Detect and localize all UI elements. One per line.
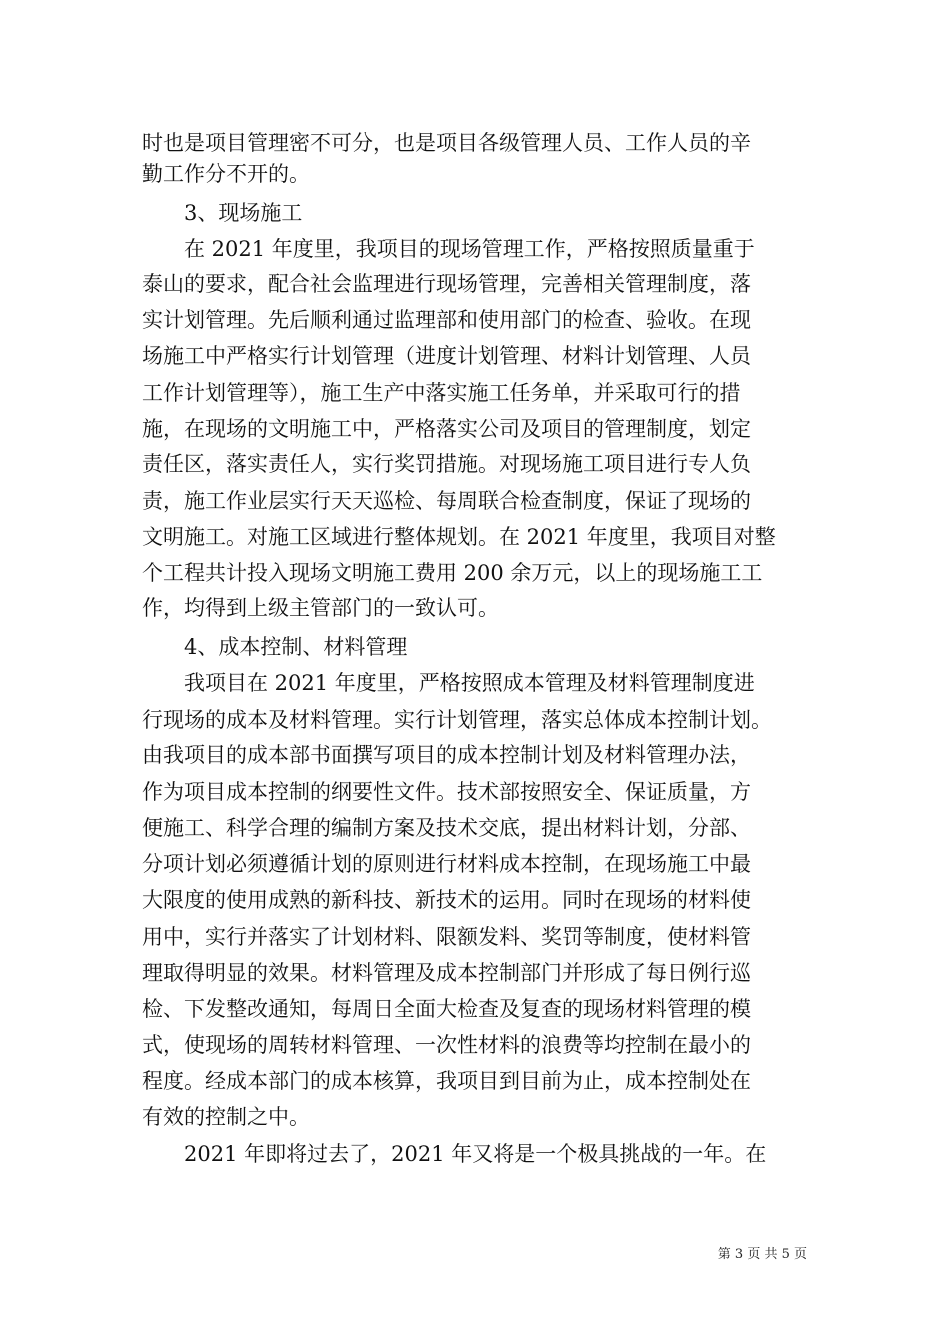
text-line-2: 勤工作分不开的。 [142, 162, 310, 186]
text-line-27: 程度。经成本部门的成本核算，我项目到目前为止，成本控制处在 [142, 1069, 751, 1093]
text-line-17: 行现场的成本及材料管理。实行计划管理，落实总体成本控制计划。 [142, 708, 772, 732]
text-line-28: 有效的控制之中。 [142, 1105, 310, 1129]
text-line-6: 实计划管理。先后顺利通过监理部和使用部门的检查、验收。在现 [142, 308, 751, 332]
text-line-21: 分项计划必须遵循计划的原则进行材料成本控制，在现场施工中最 [142, 852, 751, 876]
text-line-9: 施，在现场的文明施工中，严格落实公司及项目的管理制度，划定 [142, 417, 751, 441]
text-line-5: 泰山的要求，配合社会监理进行现场管理，完善相关管理制度，落 [142, 272, 751, 296]
section-heading-3: 3、现场施工 [184, 201, 303, 225]
text-line-19: 作为项目成本控制的纲要性文件。技术部按照安全、保证质量，方 [142, 780, 751, 804]
text-line-11: 责，施工作业层实行天天巡检、每周联合检查制度，保证了现场的 [142, 489, 751, 513]
text-line-14: 作，均得到上级主管部门的一致认可。 [142, 596, 499, 620]
page-number-footer: 第 3 页 共 5 页 [717, 1247, 807, 1262]
text-line-12: 文明施工。对施工区域进行整体规划。在 2021 年度里，我项目对整 [142, 525, 776, 549]
text-line-7: 场施工中严格实行计划管理（进度计划管理、材料计划管理、人员 [142, 344, 751, 368]
text-line-1: 时也是项目管理密不可分，也是项目各级管理人员、工作人员的辛 [142, 131, 751, 155]
text-line-4: 在 2021 年度里，我项目的现场管理工作，严格按照质量重于 [184, 237, 755, 261]
text-line-16: 我项目在 2021 年度里，严格按照成本管理及材料管理制度进 [184, 671, 755, 695]
text-line-20: 便施工、科学合理的编制方案及技术交底，提出材料计划，分部、 [142, 816, 751, 840]
text-line-22: 大限度的使用成熟的新科技、新技术的运用。同时在现场的材料使 [142, 888, 751, 912]
text-line-8: 工作计划管理等），施工生产中落实施工任务单，并采取可行的措 [142, 381, 741, 405]
section-heading-4: 4、成本控制、材料管理 [184, 635, 408, 659]
text-line-29: 2021 年即将过去了，2021 年又将是一个极具挑战的一年。在 [184, 1142, 767, 1166]
text-line-10: 责任区，落实责任人，实行奖罚措施。对现场施工项目进行专人负 [142, 452, 751, 476]
text-line-13: 个工程共计投入现场文明施工费用 200 余万元，以上的现场施工工 [142, 561, 763, 585]
text-line-26: 式，使现场的周转材料管理、一次性材料的浪费等均控制在最小的 [142, 1033, 751, 1057]
text-line-25: 检、下发整改通知，每周日全面大检查及复查的现场材料管理的模 [142, 997, 751, 1021]
text-line-18: 由我项目的成本部书面撰写项目的成本控制计划及材料管理办法， [142, 743, 751, 767]
text-line-24: 理取得明显的效果。材料管理及成本控制部门并形成了每日例行巡 [142, 961, 751, 985]
text-line-23: 用中，实行并落实了计划材料、限额发料、奖罚等制度，使材料管 [142, 925, 751, 949]
